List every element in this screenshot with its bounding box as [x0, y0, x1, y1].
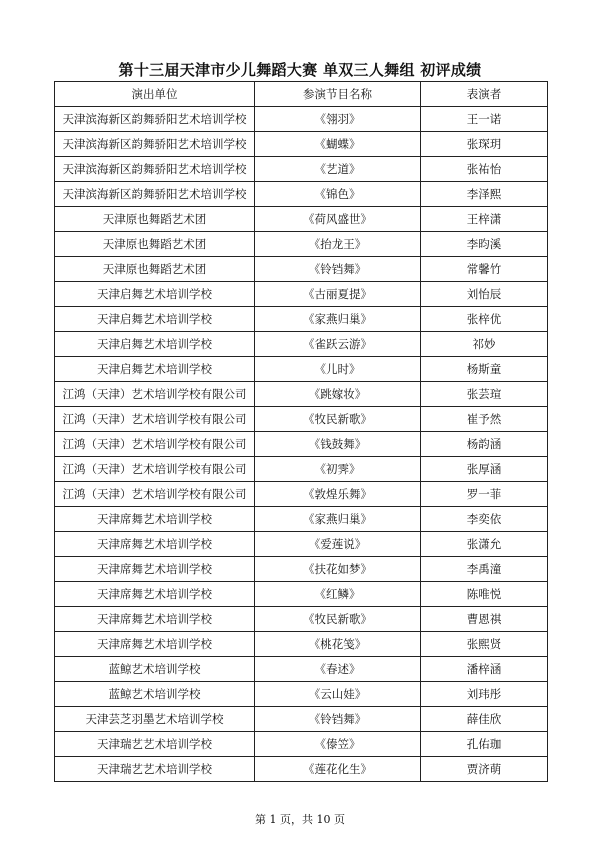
- table-row: [55, 132, 548, 157]
- cell-performer: 崔予然: [421, 407, 548, 432]
- cell-program: 《雀跃云游》: [255, 332, 421, 357]
- cell-performer: 陈唯悦: [421, 582, 548, 607]
- cell-unit: 天津席舞艺术培训学校: [55, 607, 255, 632]
- cell-unit: 天津原也舞蹈艺术团: [55, 207, 255, 232]
- cell-unit: 天津滨海新区韵舞骄阳艺术培训学校: [55, 107, 255, 132]
- cell-unit: 天津滨海新区韵舞骄阳艺术培训学校: [55, 132, 255, 157]
- cell-performer: 刘怡辰: [421, 282, 548, 307]
- cell-unit: 江鸿（天津）艺术培训学校有限公司: [55, 457, 255, 482]
- cell-unit: 江鸿（天津）艺术培训学校有限公司: [55, 432, 255, 457]
- table-row: [55, 382, 548, 407]
- cell-performer: 杨韵涵: [421, 432, 548, 457]
- table-row: [55, 707, 548, 732]
- cell-performer: 李泽熙: [421, 182, 548, 207]
- table-row: [55, 532, 548, 557]
- cell-unit: 天津启舞艺术培训学校: [55, 332, 255, 357]
- cell-program: 《铃铛舞》: [255, 257, 421, 282]
- cell-unit: 蓝鲸艺术培训学校: [55, 657, 255, 682]
- cell-performer: 罗一菲: [421, 482, 548, 507]
- table-row: [55, 157, 548, 182]
- cell-performer: 李禹潼: [421, 557, 548, 582]
- table-row: [55, 432, 548, 457]
- cell-performer: 张熙贤: [421, 632, 548, 657]
- table-row: [55, 207, 548, 232]
- cell-program: 《跳嫁妆》: [255, 382, 421, 407]
- cell-program: 《锦色》: [255, 182, 421, 207]
- cell-program: 《牧民新歌》: [255, 607, 421, 632]
- table-row: [55, 357, 548, 382]
- table-row: [55, 307, 548, 332]
- table-row: [55, 657, 548, 682]
- cell-program: 《初霁》: [255, 457, 421, 482]
- cell-program: 《爱莲说》: [255, 532, 421, 557]
- table-row: [55, 507, 548, 532]
- cell-performer: 常馨竹: [421, 257, 548, 282]
- cell-unit: 天津原也舞蹈艺术团: [55, 257, 255, 282]
- cell-performer: 孔佑珈: [421, 732, 548, 757]
- cell-performer: 曹恩祺: [421, 607, 548, 632]
- table-row: [55, 107, 548, 132]
- table-row: [55, 582, 548, 607]
- table-row: [55, 632, 548, 657]
- table-body: [55, 107, 548, 782]
- cell-performer: 贾济萌: [421, 757, 548, 782]
- cell-performer: 李奕依: [421, 507, 548, 532]
- cell-performer: 张潇允: [421, 532, 548, 557]
- cell-unit: 天津席舞艺术培训学校: [55, 632, 255, 657]
- cell-unit: 江鸿（天津）艺术培训学校有限公司: [55, 407, 255, 432]
- cell-program: 《荷风盛世》: [255, 207, 421, 232]
- cell-performer: 王梓潇: [421, 207, 548, 232]
- table-row: [55, 282, 548, 307]
- cell-program: 《翎羽》: [255, 107, 421, 132]
- cell-unit: 天津瑞艺艺术培训学校: [55, 732, 255, 757]
- table-row: [55, 257, 548, 282]
- cell-performer: 张厚涵: [421, 457, 548, 482]
- cell-performer: 刘玮彤: [421, 682, 548, 707]
- cell-performer: 张芸瑄: [421, 382, 548, 407]
- cell-unit: 蓝鲸艺术培训学校: [55, 682, 255, 707]
- cell-program: 《傣笠》: [255, 732, 421, 757]
- cell-program: 《扶花如梦》: [255, 557, 421, 582]
- cell-performer: 薛佳欣: [421, 707, 548, 732]
- cell-program: 《古丽夏提》: [255, 282, 421, 307]
- cell-unit: 天津席舞艺术培训学校: [55, 557, 255, 582]
- column-header-program: 参演节目名称: [255, 82, 421, 107]
- cell-program: 《抬龙王》: [255, 232, 421, 257]
- cell-program: 《敦煌乐舞》: [255, 482, 421, 507]
- cell-program: 《家燕归巢》: [255, 507, 421, 532]
- cell-unit: 天津滨海新区韵舞骄阳艺术培训学校: [55, 182, 255, 207]
- cell-performer: 张祐怡: [421, 157, 548, 182]
- cell-performer: 祁妙: [421, 332, 548, 357]
- cell-performer: 李昀溪: [421, 232, 548, 257]
- results-table: [54, 81, 548, 782]
- cell-program: 《牧民新歌》: [255, 407, 421, 432]
- cell-program: 《红鳞》: [255, 582, 421, 607]
- cell-unit: 天津席舞艺术培训学校: [55, 532, 255, 557]
- cell-performer: 张梓优: [421, 307, 548, 332]
- cell-performer: 杨斯童: [421, 357, 548, 382]
- column-header-unit: 演出单位: [55, 82, 255, 107]
- cell-unit: 江鸿（天津）艺术培训学校有限公司: [55, 482, 255, 507]
- cell-unit: 天津滨海新区韵舞骄阳艺术培训学校: [55, 157, 255, 182]
- cell-unit: 天津席舞艺术培训学校: [55, 507, 255, 532]
- cell-unit: 天津芸芝羽墨艺术培训学校: [55, 707, 255, 732]
- cell-program: 《铃铛舞》: [255, 707, 421, 732]
- cell-unit: 天津启舞艺术培训学校: [55, 357, 255, 382]
- table-row: [55, 457, 548, 482]
- cell-unit: 天津席舞艺术培训学校: [55, 582, 255, 607]
- cell-program: 《云山娃》: [255, 682, 421, 707]
- page-title: 第十三届天津市少儿舞蹈大赛 单双三人舞组 初评成绩: [118, 61, 482, 79]
- table-row: [55, 557, 548, 582]
- cell-program: 《钱鼓舞》: [255, 432, 421, 457]
- table-header-row: [55, 82, 548, 107]
- table-row: [55, 607, 548, 632]
- cell-unit: 天津启舞艺术培训学校: [55, 282, 255, 307]
- cell-unit: 天津原也舞蹈艺术团: [55, 232, 255, 257]
- table-row: [55, 482, 548, 507]
- page-footer: 第 1 页，共 10 页: [255, 813, 345, 826]
- cell-program: 《家燕归巢》: [255, 307, 421, 332]
- table-row: [55, 407, 548, 432]
- table-row: [55, 332, 548, 357]
- cell-program: 《艺道》: [255, 157, 421, 182]
- table-row: [55, 757, 548, 782]
- table-row: [55, 682, 548, 707]
- cell-unit: 天津瑞艺艺术培训学校: [55, 757, 255, 782]
- cell-performer: 王一诺: [421, 107, 548, 132]
- cell-program: 《春述》: [255, 657, 421, 682]
- cell-performer: 潘梓涵: [421, 657, 548, 682]
- cell-program: 《儿时》: [255, 357, 421, 382]
- column-header-performer: 表演者: [421, 82, 548, 107]
- table-row: [55, 182, 548, 207]
- cell-program: 《蝴蝶》: [255, 132, 421, 157]
- cell-unit: 江鸿（天津）艺术培训学校有限公司: [55, 382, 255, 407]
- cell-performer: 张琛玥: [421, 132, 548, 157]
- cell-program: 《莲花化生》: [255, 757, 421, 782]
- cell-unit: 天津启舞艺术培训学校: [55, 307, 255, 332]
- cell-program: 《桃花笺》: [255, 632, 421, 657]
- table-row: [55, 232, 548, 257]
- table-row: [55, 732, 548, 757]
